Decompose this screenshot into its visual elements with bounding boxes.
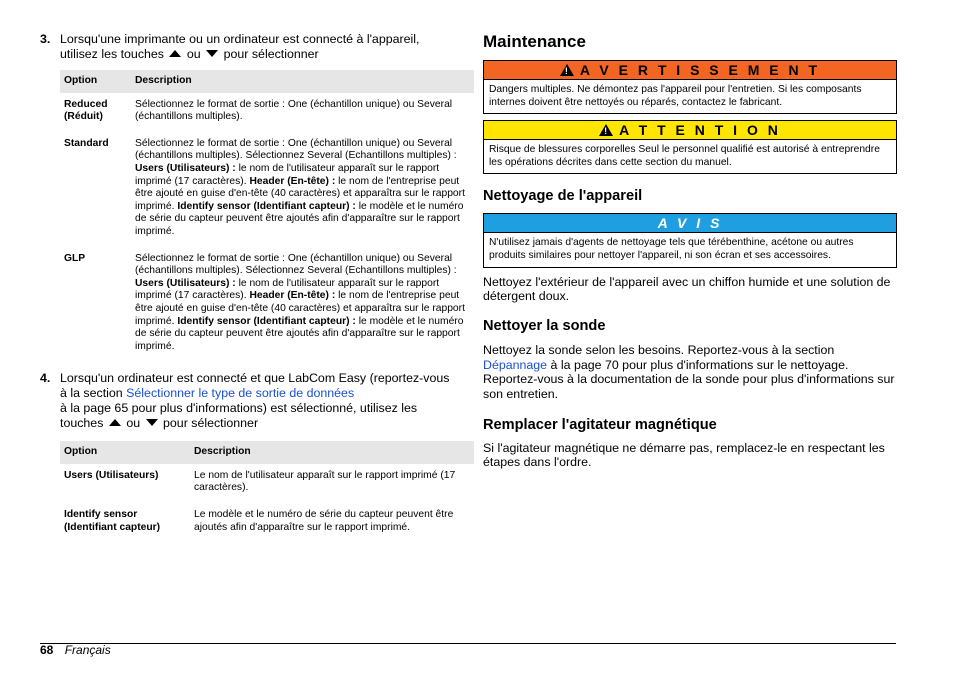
table-row xyxy=(60,132,474,247)
caution-text: Risque de blessures corporelles Seul le personnel qualifié est autorisé à entreprendre les opérations décrites dans cette section du manuel. xyxy=(489,144,880,168)
description-term: Users (Utilisateurs) : xyxy=(135,277,236,289)
page-footer xyxy=(40,643,111,657)
down-arrow-icon xyxy=(146,419,158,426)
notice-text: N'utilisez jamais d'agents de nettoyage tels que térébenthine, acétone ou autres produits similaires pour nettoyer l'appareil, ni son écran et ses accessoires. xyxy=(489,237,854,261)
probe-text: Nettoyez la sonde selon les besoins. Reportez-vous à la section xyxy=(483,343,835,358)
description-text: Sélectionnez le format de sortie : One (échantillon unique) ou Several (échantillons multiples). Sélectionnez Several (Echantillons multiples) : xyxy=(135,137,457,162)
notice-header: A V I S xyxy=(484,214,896,233)
warning-triangle-icon: ! xyxy=(560,64,574,76)
description-text: le modèle et le numéro de série du capteur peuvent être ajoutés afin d'apparaître sur le rapport imprimé. xyxy=(135,200,464,237)
step-text: Lorsqu'un ordinateur est connecté et que LabCom Easy (reportez-vous à la section xyxy=(60,371,450,401)
up-arrow-icon xyxy=(109,419,121,426)
option-name: Reduced (Réduit) xyxy=(64,98,108,123)
description-text: Sélectionnez le format de sortie : One (échantillon unique) ou Several (échantillons multiples). Sélectionnez Several (Echantillons multiples) : xyxy=(135,252,457,277)
warning-triangle-icon: ! xyxy=(599,124,613,136)
option-description xyxy=(131,93,474,132)
step-number: 4. xyxy=(40,371,51,386)
step-number: 3. xyxy=(40,32,51,46)
step-text-or: ou xyxy=(126,416,141,431)
step-3 xyxy=(40,32,454,62)
notice-box xyxy=(483,213,897,267)
caution-label: A T T E N T I O N xyxy=(619,122,781,139)
step-text-cont: à la page 65 pour plus d'informations) est sélectionné, utilisez les touches xyxy=(60,401,418,431)
warning-text: Dangers multiples. Ne démontez pas l'appareil pour l'entretien. Si les composants internes doivent être nettoyés ou réparés, contactez le fabricant. xyxy=(489,84,862,108)
caution-box xyxy=(483,120,897,174)
caution-header xyxy=(484,121,896,140)
column-header-description: Description xyxy=(190,441,474,464)
description-term: Header (En-tête) : xyxy=(249,290,336,302)
footer-divider xyxy=(40,643,896,644)
step-text-end: pour sélectionner xyxy=(223,47,319,61)
table-row xyxy=(60,247,474,362)
description-term: Identify sensor (Identifiant capteur) : xyxy=(177,315,356,327)
column-header-option: Option xyxy=(60,70,131,93)
left-column xyxy=(40,32,465,542)
table-body xyxy=(60,464,474,542)
heading-probe: Nettoyer la sonde xyxy=(483,318,606,335)
options-table-1 xyxy=(60,70,474,361)
description-term: Identify sensor (Identifiant capteur) : xyxy=(177,200,356,212)
description-text: le nom de l'entreprise peut être ajouté en guise d'en-tête (40 caractères) et apparaîtra sur le rapport imprimé. xyxy=(135,175,465,212)
probe-paragraph xyxy=(483,343,897,401)
description-text: Sélectionnez le format de sortie : One (échantillon unique) ou Several (échantillons multiples). xyxy=(135,98,453,123)
step-text: Lorsqu'une imprimante ou un ordinateur est connecté à l'appareil, utilisez les touches xyxy=(60,32,420,61)
warning-box xyxy=(483,60,897,114)
heading-cleaning: Nettoyage de l'appareil xyxy=(483,188,643,205)
stirrer-paragraph: Si l'agitateur magnétique ne démarre pas, remplacez-le en respectant les étapes dans l'ordre. xyxy=(483,441,885,470)
description-term: Header (En-tête) : xyxy=(249,175,336,187)
section-title: Maintenance xyxy=(483,32,586,51)
down-arrow-icon xyxy=(206,50,218,57)
up-arrow-icon xyxy=(169,50,181,57)
warning-header xyxy=(484,61,896,80)
table-row xyxy=(60,93,474,132)
warning-label: A V E R T I S S E M E N T xyxy=(579,62,821,78)
cleaning-paragraph: Nettoyez l'extérieur de l'appareil avec un chiffon humide et une solution de détergent doux. xyxy=(483,274,891,303)
step-text-or: ou xyxy=(186,47,201,61)
column-header-description: Description xyxy=(131,70,474,93)
right-column xyxy=(483,32,897,470)
step-4 xyxy=(40,371,454,431)
table-row xyxy=(60,503,474,542)
option-description: Le modèle et le numéro de série du capteur peuvent être ajoutés afin d'apparaître sur le rapport imprimé. xyxy=(194,509,454,533)
footer-language: Français xyxy=(64,643,111,657)
page-number: 68 xyxy=(40,643,54,657)
description-text: le modèle et le numéro de série du capteur peuvent être ajoutés afin d'apparaître sur le rapport imprimé. xyxy=(135,315,464,352)
option-description xyxy=(131,132,474,247)
step-text-end: pour sélectionner xyxy=(163,416,259,431)
option-description: Le nom de l'utilisateur apparaît sur le rapport imprimé (17 caractères). xyxy=(194,469,456,494)
option-name: Users (Utilisateurs) xyxy=(64,469,159,481)
description-text: le nom de l'utilisateur apparaît sur le rapport imprimé (17 caractères). xyxy=(135,277,440,302)
table-row xyxy=(60,464,474,503)
troubleshooting-link[interactable]: Dépannage xyxy=(483,357,548,372)
description-term: Users (Utilisateurs) : xyxy=(135,162,236,174)
table-header-row xyxy=(60,441,474,464)
option-name: Identify sensor (Identifiant capteur) xyxy=(64,509,161,533)
options-table-2 xyxy=(60,441,474,542)
column-header-option: Option xyxy=(60,441,190,464)
description-text: le nom de l'entreprise peut être ajouté en guise d'en-tête (40 caractères) et apparaîtra sur le rapport imprimé. xyxy=(135,290,465,327)
section-link-output-type[interactable]: Sélectionner le type de sortie de données xyxy=(126,386,355,401)
option-name: Standard xyxy=(64,137,109,149)
probe-text-cont: à la page 70 pour plus d'informations sur le nettoyage. Reportez-vous à la documentation de la sonde pour plus d'informations sur son entretien. xyxy=(483,357,895,401)
table-body xyxy=(60,93,474,362)
option-name: GLP xyxy=(64,252,86,264)
option-description xyxy=(131,247,474,362)
description-text: le nom de l'utilisateur apparaît sur le rapport imprimé (17 caractères). xyxy=(135,162,440,187)
heading-stirrer: Remplacer l'agitateur magnétique xyxy=(483,417,717,433)
table-header-row xyxy=(60,70,474,93)
